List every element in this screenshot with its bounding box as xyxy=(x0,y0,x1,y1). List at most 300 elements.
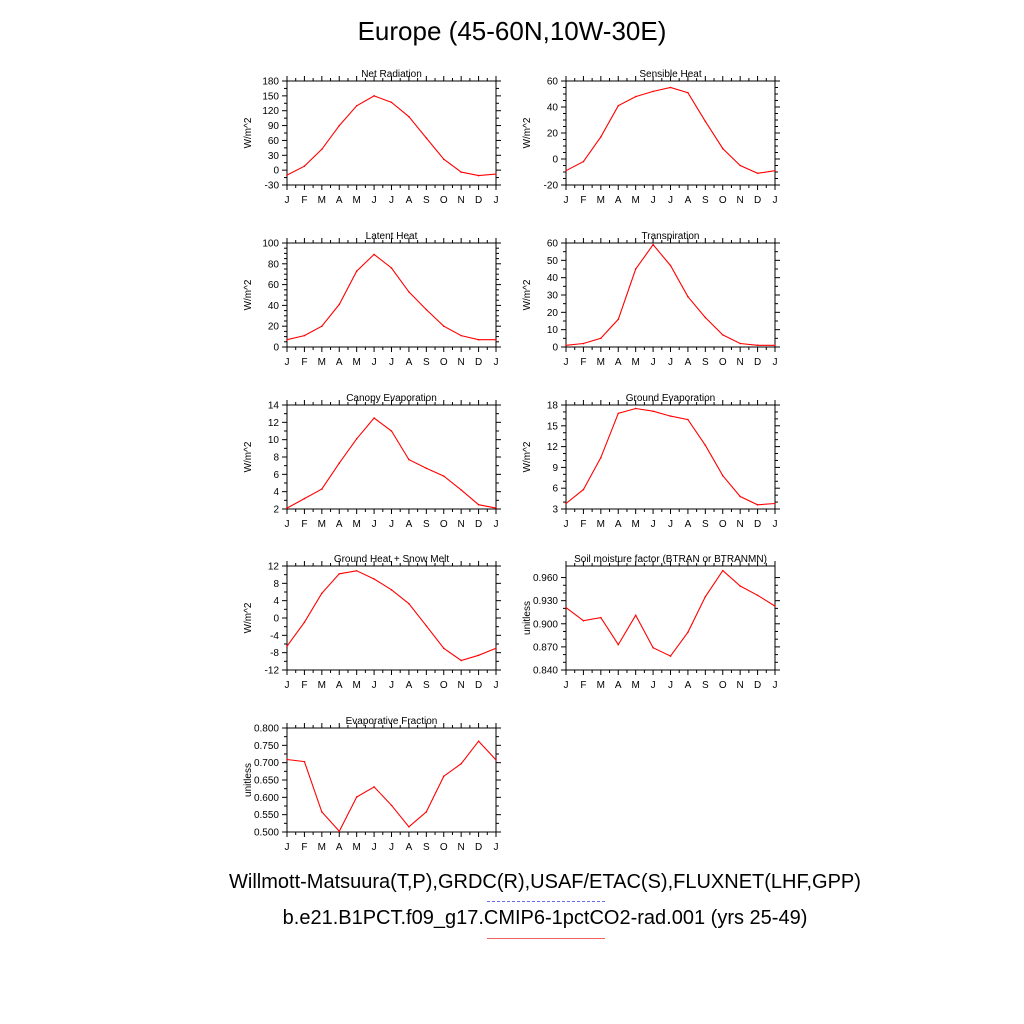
x-tick-label: S xyxy=(701,357,709,368)
x-tick-label: J xyxy=(284,842,290,853)
data-point xyxy=(460,335,462,337)
y-tick-label: 0.840 xyxy=(532,665,558,677)
y-tick-label: 10 xyxy=(267,435,279,447)
x-tick-label: M xyxy=(631,357,640,368)
data-point xyxy=(583,343,585,345)
x-tick-label: N xyxy=(457,680,465,691)
data-point xyxy=(356,796,358,798)
data-point xyxy=(426,309,428,311)
data-point xyxy=(373,786,375,788)
data-point xyxy=(495,759,497,761)
data-point xyxy=(460,171,462,173)
y-tick-label: -12 xyxy=(264,665,279,677)
data-point xyxy=(687,92,689,94)
data-point xyxy=(321,811,323,813)
data-point xyxy=(687,631,689,633)
y-tick-label: 0.600 xyxy=(253,792,279,804)
y-tick-label: 18 xyxy=(546,400,558,412)
model-caption: b.e21.B1PCT.f09_g17.CMIP6-1pctCO2-rad.001 (yrs 25-49) xyxy=(282,907,808,929)
data-point xyxy=(338,304,340,306)
x-tick-label: J xyxy=(563,680,569,691)
x-tick-label: J xyxy=(493,680,499,691)
x-tick-label: M xyxy=(352,195,361,206)
data-point xyxy=(426,467,428,469)
observations-legend-line xyxy=(487,901,605,902)
chart-title: Evaporative Fraction xyxy=(345,716,438,727)
x-tick-label: J xyxy=(563,357,569,368)
x-tick-label: M xyxy=(596,195,606,206)
x-tick-label: S xyxy=(422,842,430,853)
y-tick-label: 0.800 xyxy=(253,723,279,735)
data-point xyxy=(705,596,707,598)
x-tick-label: S xyxy=(701,519,709,530)
x-tick-label: A xyxy=(684,195,692,206)
y-tick-label: 40 xyxy=(546,273,558,285)
y-tick-label: 3 xyxy=(552,504,558,516)
x-tick-label: J xyxy=(284,680,290,691)
data-point xyxy=(356,438,358,440)
series-line xyxy=(566,88,775,174)
chart-title: Transpiration xyxy=(641,231,700,242)
data-point xyxy=(722,475,724,477)
x-tick-label: J xyxy=(493,195,499,206)
x-tick-label: M xyxy=(352,519,361,530)
data-point xyxy=(495,173,497,175)
y-tick-label: 12 xyxy=(267,561,279,573)
chart-panel xyxy=(522,69,780,206)
data-point xyxy=(774,503,776,505)
x-tick-label: F xyxy=(301,519,308,530)
x-tick-label: S xyxy=(422,519,430,530)
x-tick-label: A xyxy=(335,195,343,206)
x-tick-label: A xyxy=(614,519,622,530)
x-tick-label: J xyxy=(389,680,394,691)
data-point xyxy=(408,826,410,828)
data-point xyxy=(652,244,654,246)
data-point xyxy=(687,296,689,298)
data-point xyxy=(286,759,288,761)
y-tick-label: 0.960 xyxy=(532,573,558,585)
data-point xyxy=(583,620,585,622)
data-point xyxy=(687,419,689,421)
x-tick-label: J xyxy=(371,680,377,691)
data-point xyxy=(774,344,776,346)
data-point xyxy=(757,594,759,596)
plot-frame xyxy=(287,243,496,347)
y-tick-label: 60 xyxy=(546,238,558,250)
data-point xyxy=(391,430,393,432)
x-tick-label: F xyxy=(580,195,587,206)
y-tick-label: 12 xyxy=(546,442,558,454)
y-tick-label: 4 xyxy=(273,596,279,608)
data-point xyxy=(478,740,480,742)
data-point xyxy=(635,268,637,270)
y-tick-label: 8 xyxy=(273,578,279,590)
y-tick-label: 6 xyxy=(273,469,279,481)
data-point xyxy=(304,761,306,763)
x-tick-label: J xyxy=(284,519,290,530)
data-point xyxy=(757,504,759,506)
plot-frame xyxy=(566,243,775,347)
x-tick-label: D xyxy=(753,519,762,530)
y-tick-label: 20 xyxy=(546,128,558,140)
x-tick-label: A xyxy=(335,357,343,368)
data-point xyxy=(722,570,724,572)
y-axis-label: unitless xyxy=(243,763,254,797)
data-point xyxy=(722,148,724,150)
chart-title: Net Radiation xyxy=(361,69,422,80)
data-point xyxy=(670,655,672,657)
data-point xyxy=(739,343,741,345)
data-point xyxy=(338,462,340,464)
x-tick-label: A xyxy=(405,195,413,206)
data-point xyxy=(705,121,707,123)
y-tick-label: 180 xyxy=(262,76,279,88)
data-point xyxy=(426,625,428,627)
y-tick-label: -30 xyxy=(264,180,279,192)
chart-panel xyxy=(243,716,501,853)
data-point xyxy=(478,175,480,177)
data-point xyxy=(635,615,637,617)
x-tick-label: A xyxy=(335,519,343,530)
data-point xyxy=(443,775,445,777)
chart-panel xyxy=(243,393,501,530)
y-tick-label: 0.700 xyxy=(253,758,279,770)
x-tick-label: F xyxy=(580,519,587,530)
data-point xyxy=(304,622,306,624)
data-point xyxy=(443,158,445,160)
y-tick-label: 20 xyxy=(267,321,279,333)
series-line xyxy=(287,96,496,176)
data-point xyxy=(443,475,445,477)
x-tick-label: A xyxy=(335,680,343,691)
series-line xyxy=(287,741,496,831)
data-point xyxy=(495,339,497,341)
chart-panel xyxy=(243,69,501,206)
y-tick-label: 0.750 xyxy=(253,740,279,752)
data-point xyxy=(670,265,672,267)
y-tick-label: 60 xyxy=(546,76,558,88)
chart-title: Canopy Evaporation xyxy=(346,393,437,404)
data-point xyxy=(391,267,393,269)
plot-frame xyxy=(287,566,496,670)
data-point xyxy=(652,647,654,649)
y-axis-label: unitless xyxy=(522,601,533,635)
series-line xyxy=(566,409,775,505)
chart-title: Sensible Heat xyxy=(639,69,702,80)
data-point xyxy=(356,270,358,272)
data-point xyxy=(373,254,375,256)
data-point xyxy=(356,570,358,572)
x-tick-label: J xyxy=(668,357,673,368)
x-tick-label: M xyxy=(317,357,327,368)
plot-frame xyxy=(566,81,775,185)
data-point xyxy=(460,489,462,491)
chart-title: Ground Evaporation xyxy=(625,393,716,404)
x-tick-label: M xyxy=(596,519,606,530)
x-tick-label: M xyxy=(317,519,327,530)
y-tick-label: 2 xyxy=(273,504,279,516)
chart-title: Ground Heat + Snow Melt xyxy=(333,554,450,565)
data-point xyxy=(739,496,741,498)
data-point xyxy=(705,444,707,446)
x-tick-label: O xyxy=(439,680,448,691)
x-tick-label: O xyxy=(439,842,448,853)
y-tick-label: 0 xyxy=(273,613,279,625)
x-tick-label: J xyxy=(371,195,377,206)
y-tick-label: 30 xyxy=(546,290,558,302)
y-tick-label: 0.500 xyxy=(253,827,279,839)
x-tick-label: M xyxy=(631,195,640,206)
data-point xyxy=(286,174,288,176)
data-point xyxy=(408,291,410,293)
x-tick-label: M xyxy=(317,195,327,206)
x-tick-label: N xyxy=(457,357,465,368)
page-title: Europe (45-60N,10W-30E) xyxy=(357,16,667,46)
y-tick-label: 0.930 xyxy=(532,596,558,608)
y-axis-label: W/m^2 xyxy=(522,279,533,311)
y-axis-label: W/m^2 xyxy=(243,117,254,149)
data-point xyxy=(705,317,707,319)
x-tick-label: N xyxy=(736,195,744,206)
x-tick-label: M xyxy=(596,357,606,368)
x-tick-label: J xyxy=(668,519,673,530)
x-tick-label: O xyxy=(718,680,727,691)
x-tick-label: A xyxy=(684,519,692,530)
data-point xyxy=(460,763,462,765)
x-tick-label: J xyxy=(371,357,377,368)
x-tick-label: J xyxy=(772,357,778,368)
x-tick-label: J xyxy=(493,357,499,368)
x-tick-label: J xyxy=(563,195,569,206)
x-tick-label: M xyxy=(317,680,327,691)
x-tick-label: J xyxy=(389,519,394,530)
data-point xyxy=(617,318,619,320)
x-tick-label: S xyxy=(422,357,430,368)
chart-panel xyxy=(522,231,780,368)
x-tick-label: N xyxy=(457,195,465,206)
x-tick-label: N xyxy=(736,680,744,691)
data-point xyxy=(408,116,410,118)
data-point xyxy=(617,413,619,415)
x-tick-label: D xyxy=(474,357,483,368)
x-tick-label: A xyxy=(405,842,413,853)
x-tick-label: D xyxy=(474,842,483,853)
data-point xyxy=(583,489,585,491)
data-point xyxy=(304,498,306,500)
chart-panel xyxy=(243,554,501,691)
data-point xyxy=(670,415,672,417)
data-point xyxy=(635,96,637,98)
y-axis-label: W/m^2 xyxy=(522,117,533,149)
x-tick-label: J xyxy=(389,195,394,206)
data-point xyxy=(373,95,375,97)
data-point xyxy=(321,149,323,151)
model-legend-line xyxy=(487,938,605,939)
y-tick-label: 8 xyxy=(273,452,279,464)
x-tick-label: J xyxy=(668,195,673,206)
data-point xyxy=(373,417,375,419)
y-tick-label: 80 xyxy=(267,259,279,271)
y-tick-label: 0.900 xyxy=(532,619,558,631)
y-tick-label: 60 xyxy=(267,135,279,147)
data-point xyxy=(408,459,410,461)
x-tick-label: J xyxy=(650,680,656,691)
chart-title: Latent Heat xyxy=(365,231,418,242)
x-tick-label: F xyxy=(301,357,308,368)
x-tick-label: F xyxy=(580,680,587,691)
data-point xyxy=(565,344,567,346)
x-tick-label: S xyxy=(701,195,709,206)
data-point xyxy=(426,137,428,139)
y-tick-label: 0 xyxy=(552,154,558,166)
x-tick-label: F xyxy=(301,195,308,206)
y-tick-label: 120 xyxy=(262,106,279,118)
data-point xyxy=(426,811,428,813)
x-tick-label: F xyxy=(301,842,308,853)
y-axis-label: W/m^2 xyxy=(243,602,254,634)
chart-panel xyxy=(522,554,780,691)
x-tick-label: J xyxy=(284,357,290,368)
data-point xyxy=(652,410,654,412)
x-tick-label: J xyxy=(563,519,569,530)
x-tick-label: O xyxy=(718,519,727,530)
data-point xyxy=(478,339,480,341)
y-axis-label: W/m^2 xyxy=(243,279,254,311)
x-tick-label: J xyxy=(371,519,377,530)
y-tick-label: 0 xyxy=(273,342,279,354)
data-point xyxy=(304,335,306,337)
x-tick-label: O xyxy=(439,195,448,206)
y-tick-label: 0.870 xyxy=(532,642,558,654)
series-line xyxy=(566,245,775,346)
data-point xyxy=(478,504,480,506)
data-point xyxy=(774,170,776,172)
data-point xyxy=(286,645,288,647)
x-tick-label: J xyxy=(389,357,394,368)
data-point xyxy=(565,503,567,505)
x-tick-label: J xyxy=(493,842,499,853)
x-tick-label: O xyxy=(718,357,727,368)
data-point xyxy=(670,87,672,89)
y-tick-label: 10 xyxy=(546,325,558,337)
data-point xyxy=(338,573,340,575)
data-point xyxy=(757,173,759,175)
data-point xyxy=(338,831,340,833)
x-tick-label: J xyxy=(389,842,394,853)
x-tick-label: A xyxy=(405,680,413,691)
y-tick-label: 14 xyxy=(267,400,279,412)
y-tick-label: 12 xyxy=(267,417,279,429)
data-point xyxy=(652,91,654,93)
x-tick-label: D xyxy=(474,195,483,206)
y-tick-label: 60 xyxy=(267,280,279,292)
data-point xyxy=(600,617,602,619)
x-tick-label: N xyxy=(736,357,744,368)
x-tick-label: M xyxy=(352,680,361,691)
y-tick-label: -20 xyxy=(543,180,558,192)
series-line xyxy=(566,571,775,657)
x-tick-label: O xyxy=(439,519,448,530)
x-tick-label: A xyxy=(335,842,343,853)
y-tick-label: 30 xyxy=(267,150,279,162)
x-tick-label: M xyxy=(631,519,640,530)
x-tick-label: O xyxy=(718,195,727,206)
data-point xyxy=(739,165,741,167)
data-point xyxy=(757,344,759,346)
x-tick-label: J xyxy=(493,519,499,530)
data-point xyxy=(739,585,741,587)
x-tick-label: D xyxy=(753,680,762,691)
data-point xyxy=(391,589,393,591)
data-point xyxy=(774,605,776,607)
x-tick-label: J xyxy=(668,680,673,691)
y-tick-label: 40 xyxy=(546,102,558,114)
data-point xyxy=(617,644,619,646)
x-tick-label: J xyxy=(650,357,656,368)
data-point xyxy=(495,648,497,650)
x-tick-label: J xyxy=(650,195,656,206)
y-axis-label: W/m^2 xyxy=(243,441,254,473)
y-tick-label: 4 xyxy=(273,487,279,499)
x-tick-label: D xyxy=(474,680,483,691)
y-tick-label: 15 xyxy=(546,421,558,433)
data-point xyxy=(617,105,619,107)
y-tick-label: 0.550 xyxy=(253,810,279,822)
data-point xyxy=(565,607,567,609)
data-point xyxy=(443,325,445,327)
y-tick-label: 0 xyxy=(552,342,558,354)
data-point xyxy=(600,457,602,459)
x-tick-label: A xyxy=(614,195,622,206)
x-tick-label: D xyxy=(474,519,483,530)
data-point xyxy=(338,125,340,127)
chart-panel xyxy=(522,393,780,530)
x-tick-label: N xyxy=(457,842,465,853)
y-tick-label: -4 xyxy=(270,630,279,642)
x-tick-label: J xyxy=(772,519,778,530)
y-tick-label: 0.650 xyxy=(253,775,279,787)
y-tick-label: 9 xyxy=(552,462,558,474)
data-point xyxy=(321,488,323,490)
y-tick-label: 40 xyxy=(267,300,279,312)
x-tick-label: A xyxy=(405,357,413,368)
x-tick-label: A xyxy=(614,357,622,368)
data-point xyxy=(321,325,323,327)
x-tick-label: N xyxy=(457,519,465,530)
data-point xyxy=(583,161,585,163)
data-point xyxy=(600,338,602,340)
data-point xyxy=(478,654,480,656)
data-point xyxy=(286,507,288,509)
x-tick-label: A xyxy=(614,680,622,691)
x-tick-label: A xyxy=(684,357,692,368)
data-point xyxy=(391,101,393,103)
x-tick-label: N xyxy=(736,519,744,530)
x-tick-label: J xyxy=(284,195,290,206)
x-tick-label: S xyxy=(701,680,709,691)
data-point xyxy=(304,165,306,167)
y-tick-label: 0 xyxy=(273,165,279,177)
series-line xyxy=(287,571,496,661)
x-tick-label: M xyxy=(596,680,606,691)
data-point xyxy=(408,603,410,605)
y-tick-label: 150 xyxy=(262,91,279,103)
data-point xyxy=(635,408,637,410)
x-tick-label: S xyxy=(422,195,430,206)
x-tick-label: D xyxy=(753,357,762,368)
data-point xyxy=(460,660,462,662)
